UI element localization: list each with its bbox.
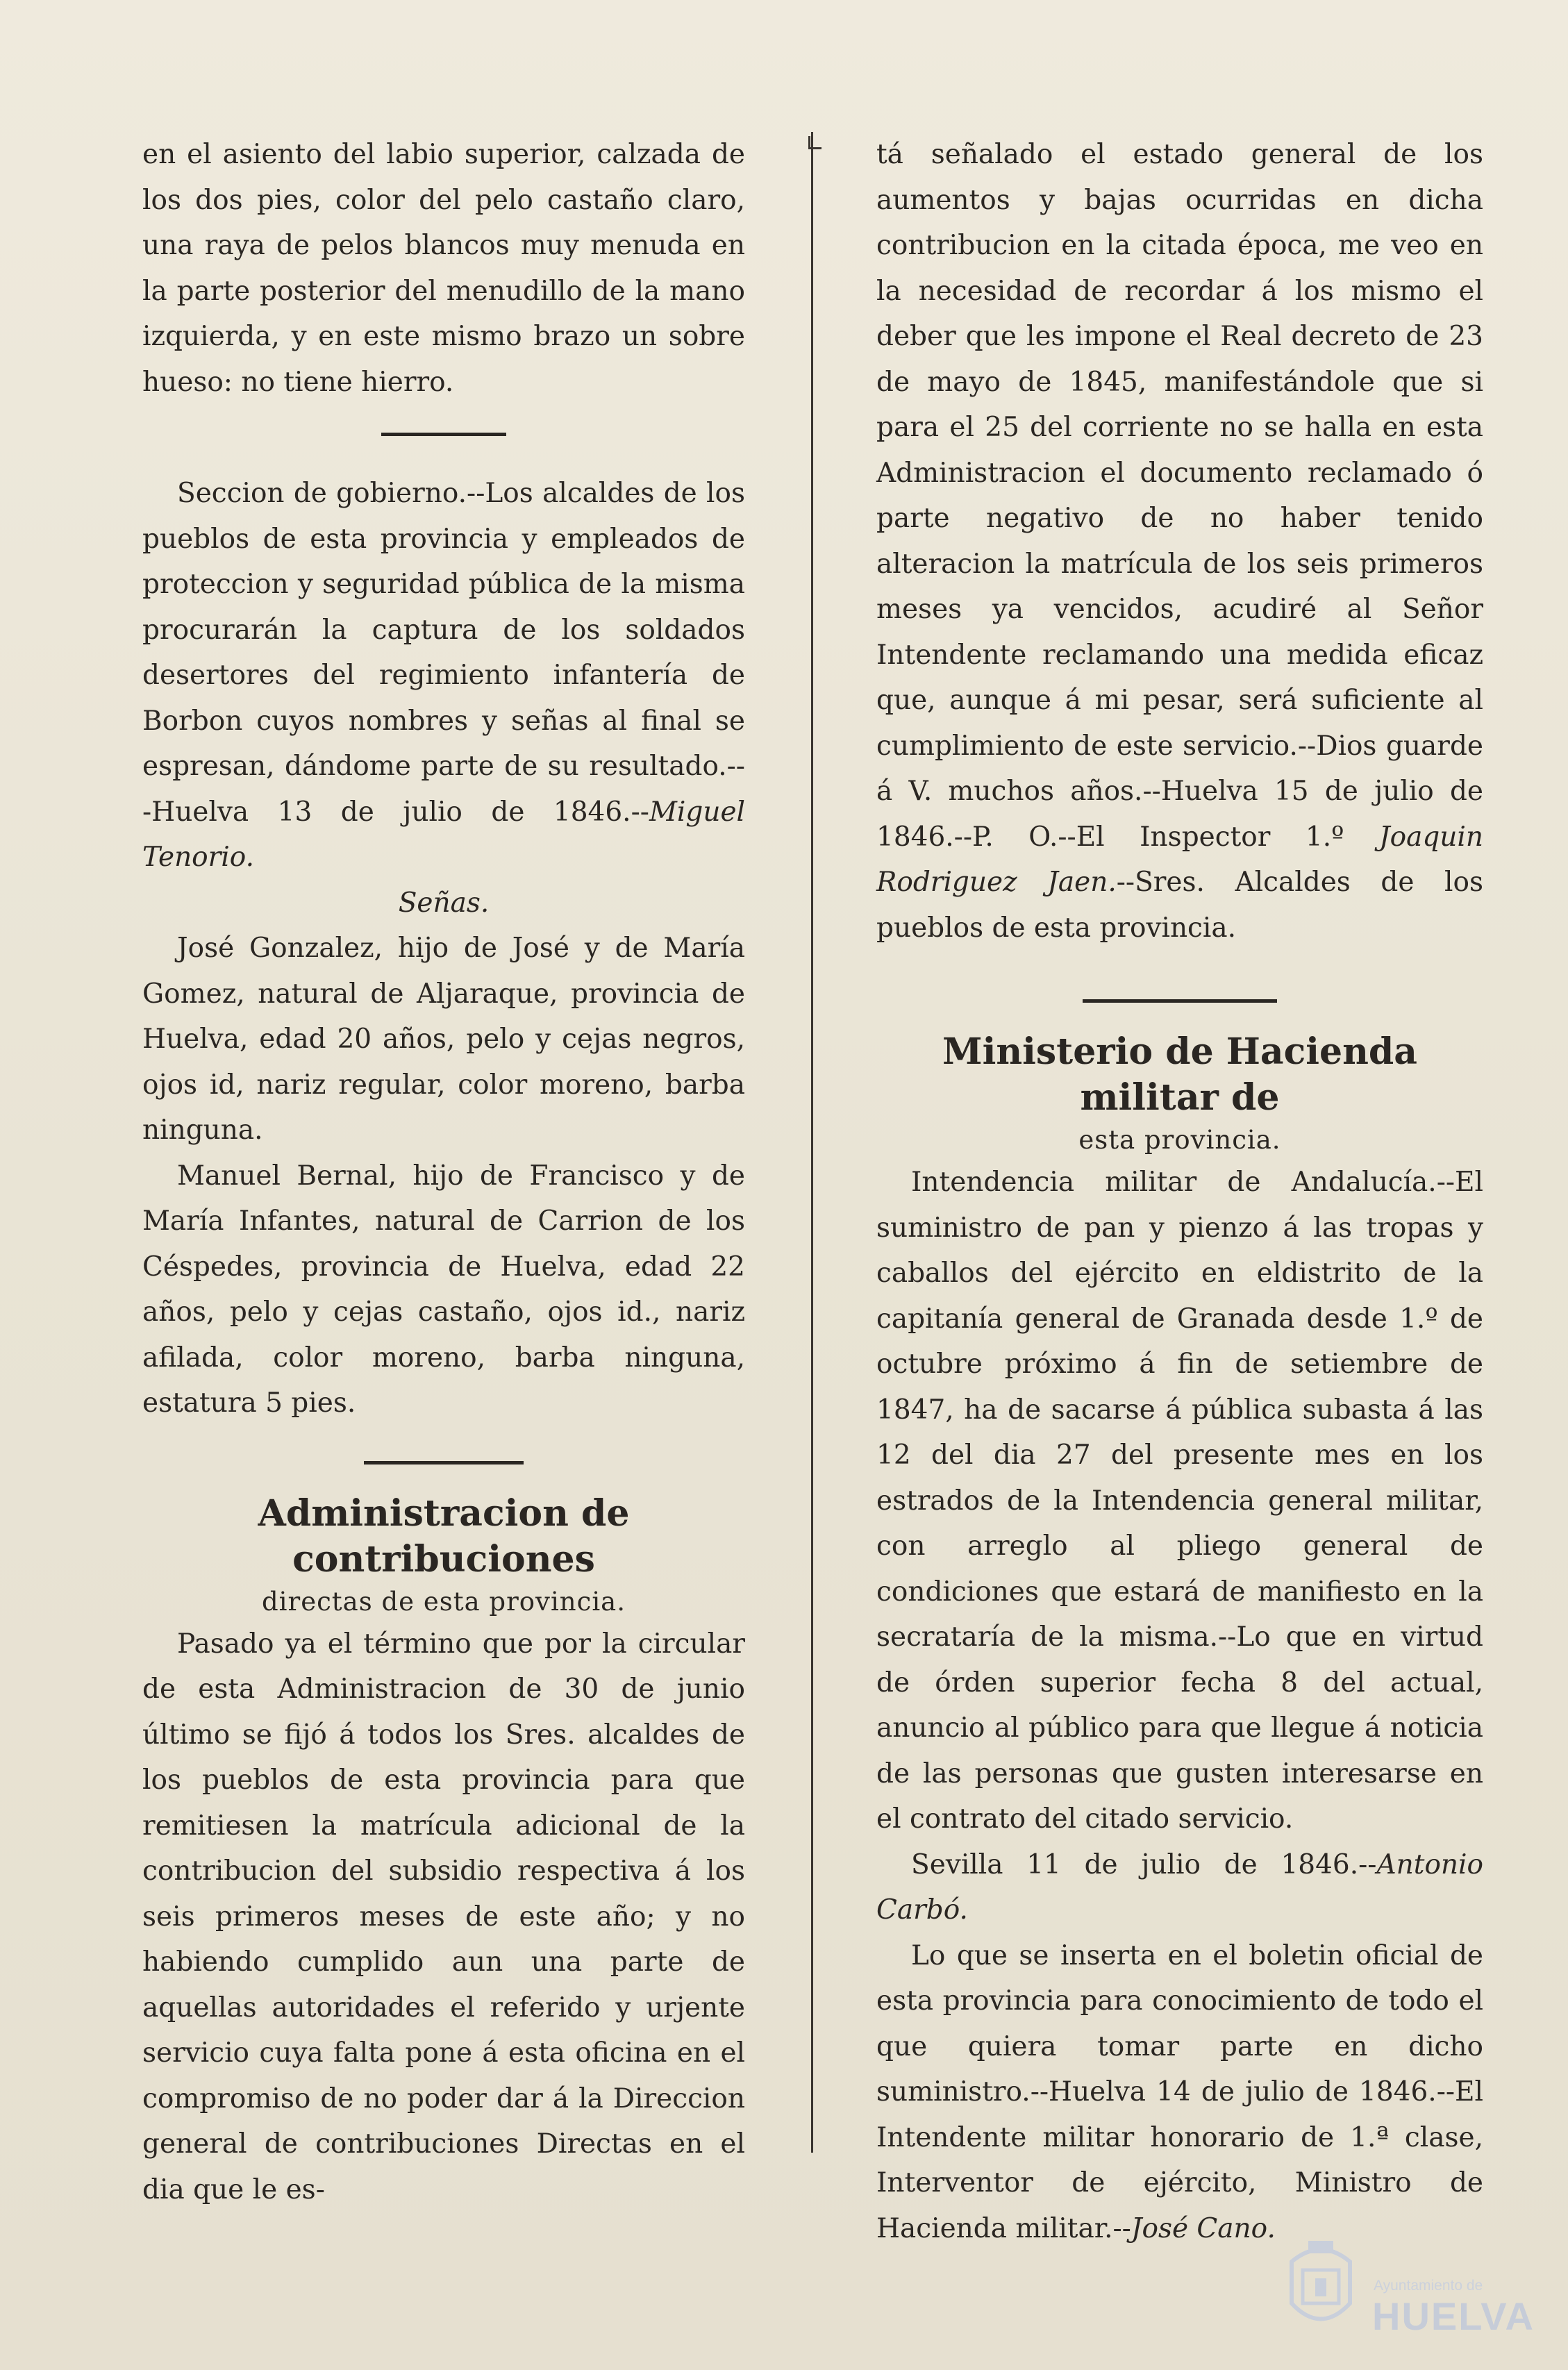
contribuciones-continued-tail: --Sres. Alcaldes de los pueblos de esta provincia.: [876, 867, 1483, 944]
deserter-description-end: en el asiento del labio superior, calzada de los dos pies, color del pelo castaño claro, una raya de pelos blancos muy menuda en la parte posterior del menudillo de la mano izquierda, y en este mismo brazo un sobre hueso: no tiene hierro.: [142, 139, 745, 398]
government-notice-signature: Miguel Tenorio.: [142, 796, 745, 873]
hacienda-heading: Ministerio de Hacienda militar de: [942, 1030, 1417, 1119]
contribuciones-continued-text: tá señalado el estado general de los aumentos y bajas ocurridas en dicha contribucion en la citada época, me veo en la necesidad de recordar á los mismo el deber que les impone el Real decreto de 23 de mayo de 1845, manifestándole que si para el 25 del corriente no se halla en esta Administracion el documento reclamado ó parte negativo de no haber tenido alteracion la matrícula de los seis primeros meses ya vencidos, acudiré al Señor Intendente reclamando una medida eficaz que, aunque á mi pesar, será suficiente al cumplimiento de este servicio.--Dios guarde á V. muchos años.--Huelva 15 de julio de 1846.--P. O.--El Inspector 1.º: [876, 139, 1483, 853]
administracion-subheading: directas de esta provincia.: [261, 1586, 626, 1617]
contribuciones-notice: Pasado ya el término que por la circular de esta Administracion de 30 de junio último se fijó á todos los Sres. alcaldes de los pueblos de esta provincia para que remitiesen la matrícula adicional de la contribucion del subsidio respectiva á los seis primeros meses de este año; y no habiendo cumplido aun una parte de aquellas autoridades el referido y urjente servicio cuya falta pone á esta oficina en el compromiso de no poder dar á la Direccion general de contribuciones Directas en el dia que le es-: [142, 1628, 745, 2205]
hacienda-subheading: esta provincia.: [1078, 1125, 1281, 1155]
carbo-signature: Antonio Carbó.: [876, 1849, 1483, 1926]
intendencia-notice: Intendencia militar de Andalucía.--El suministro de pan y pienzo á las tropas y caballos del ejército en eldistrito de la capitanía general de Granada desde 1.º de octubre próximo á fin de setiembre de 1847, ha de sacarse á pública subasta á las 12 del dia 27 del presente mes en los estrados de la Intendencia general militar, con arreglo al pliego general de condiciones que estará de manifiesto en la secrataría de la misma.--Lo que en virtud de órden superior fecha 8 del actual, anuncio al público para que llegue á noticia de las personas que gusten interesarse en el contrato del citado servicio.: [876, 1167, 1483, 1835]
section-rule: [364, 1461, 524, 1464]
cano-signature: José Cano.: [1131, 2212, 1276, 2244]
column-divider: [811, 132, 813, 2153]
section-rule: [381, 433, 506, 436]
sevilla-dateline-text: Sevilla 11 de julio de 1846.--: [911, 1849, 1377, 1880]
government-section-notice: [142, 471, 745, 881]
deserter-jose-gonzalez: José Gonzalez, hijo de José y de María Gomez, natural de Aljaraque, provincia de Huelva, edad 20 años, pelo y cejas negros, ojos id, nariz regular, color moreno, barba ninguna.: [142, 933, 745, 1146]
column-divider-mark: [808, 136, 821, 149]
boletin-insert-text: Lo que se inserta en el boletin oficial de esta provincia para conocimiento de todo el que quiera tomar parte en dicho suministro.--Huelva 14 de julio de 1846.--El Intendente militar honorario de 1.ª clase, Interventor de ejército, Ministro de Hacienda militar.--: [876, 1939, 1483, 2244]
boletin-insert-notice: [876, 1933, 1483, 2252]
city-seal-icon: [1279, 2234, 1362, 2338]
deserter-manuel-bernal: Manuel Bernal, hijo de Francisco y de María Infantes, natural de Carrion de los Céspedes, provincia de Huelva, edad 22 años, pelo y cejas castaño, ojos id., nariz afilada, color moreno, barba ninguna, estatura 5 pies.: [142, 1160, 745, 1419]
section-rule: [1083, 999, 1277, 1003]
senas-heading: Señas.: [398, 887, 490, 919]
inspector-signature: Joaquin Rodriguez Jaen.: [876, 821, 1483, 898]
left-column: [142, 132, 745, 2212]
archive-watermark: [1271, 2219, 1535, 2351]
administracion-heading: Administracion de contribuciones: [258, 1492, 630, 1580]
right-column: [876, 132, 1483, 2251]
watermark-caption: Ayuntamiento de: [1374, 2278, 1483, 2294]
government-notice-text: Seccion de gobierno.--Los alcaldes de los pueblos de esta provincia y empleados de proteccion y seguridad pública de la misma procurarán la captura de los soldados desertores del regimiento infantería de Borbon cuyos nombres y señas al final se espresan, dándome parte de su resultado.---Huelva 13 de julio de 1846.--: [142, 478, 745, 828]
contribuciones-notice-continued: [876, 132, 1483, 951]
sevilla-dateline: [876, 1842, 1483, 1933]
watermark-name: HUELVA: [1372, 2294, 1535, 2338]
